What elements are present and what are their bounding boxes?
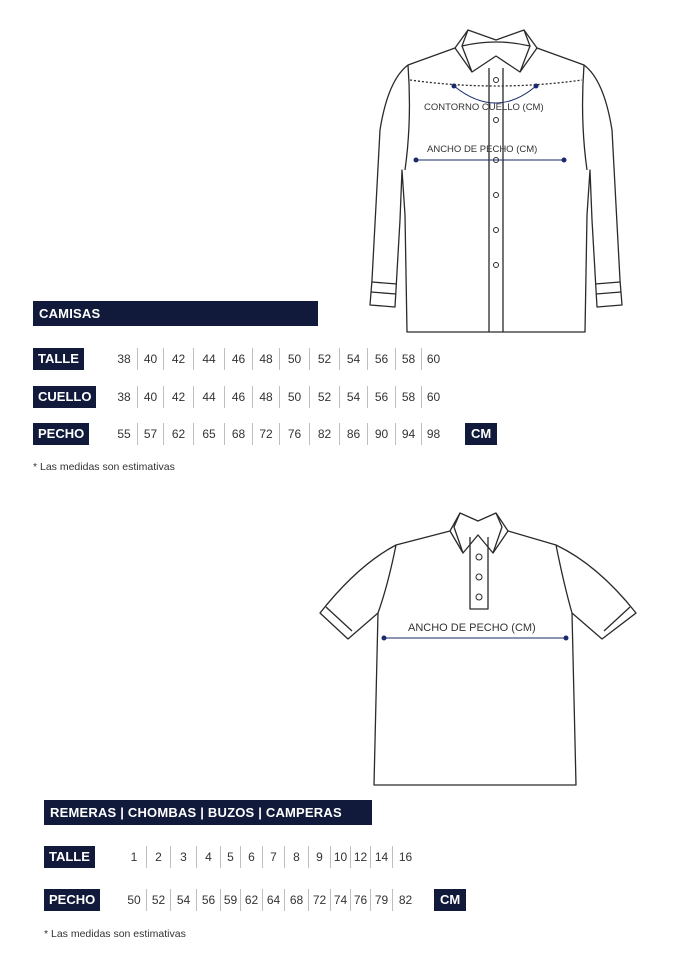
table-cell: 1 bbox=[130, 850, 138, 864]
tops-unit-badge: CM bbox=[434, 889, 466, 911]
table-cell: 90 bbox=[367, 423, 395, 445]
table-cell: 74 bbox=[330, 889, 350, 911]
table-cell: 60 bbox=[421, 386, 445, 408]
table-cell: 59 bbox=[220, 889, 240, 911]
tops-chest-row bbox=[122, 889, 418, 911]
table-cell: 60 bbox=[421, 348, 445, 370]
table-cell: 86 bbox=[339, 423, 367, 445]
table-cell: 68 bbox=[224, 423, 252, 445]
table-cell: 40 bbox=[137, 386, 163, 408]
table-cell: 58 bbox=[395, 386, 421, 408]
table-cell: 64 bbox=[262, 889, 284, 911]
shirts-footnote: * Las medidas son estimativas bbox=[33, 461, 175, 473]
shirt-illustration bbox=[350, 20, 640, 340]
table-cell: 72 bbox=[308, 889, 330, 911]
table-cell: 12 bbox=[350, 846, 370, 868]
polo-chest-measure-label: ANCHO DE PECHO (CM) bbox=[408, 622, 536, 634]
tops-footnote: * Las medidas son estimativas bbox=[44, 928, 186, 940]
neck-measure-label: CONTORNO CUELLO (CM) bbox=[424, 102, 544, 113]
table-cell: 55 bbox=[117, 427, 131, 441]
table-cell: 9 bbox=[308, 846, 330, 868]
shirts-neck-row bbox=[111, 386, 445, 408]
table-cell: 50 bbox=[127, 893, 141, 907]
table-cell: 42 bbox=[163, 348, 193, 370]
table-cell: 76 bbox=[279, 423, 309, 445]
shirts-size-label: TALLE bbox=[33, 348, 84, 370]
table-cell: 38 bbox=[117, 390, 131, 404]
table-cell: 5 bbox=[220, 846, 240, 868]
tops-chest-label: PECHO bbox=[44, 889, 100, 911]
table-cell: 82 bbox=[392, 889, 418, 911]
table-cell: 6 bbox=[240, 846, 262, 868]
table-cell: 50 bbox=[279, 386, 309, 408]
table-cell: 10 bbox=[330, 846, 350, 868]
table-cell: 44 bbox=[193, 386, 224, 408]
table-cell: 98 bbox=[421, 423, 445, 445]
table-cell: 42 bbox=[163, 386, 193, 408]
table-cell: 40 bbox=[137, 348, 163, 370]
table-cell: 76 bbox=[350, 889, 370, 911]
table-cell: 56 bbox=[196, 889, 220, 911]
table-cell: 58 bbox=[395, 348, 421, 370]
table-cell: 16 bbox=[392, 846, 418, 868]
table-cell: 2 bbox=[146, 846, 170, 868]
table-cell: 3 bbox=[170, 846, 196, 868]
table-cell: 14 bbox=[370, 846, 392, 868]
shirts-unit-badge: CM bbox=[465, 423, 497, 445]
table-cell: 57 bbox=[137, 423, 163, 445]
table-cell: 68 bbox=[284, 889, 308, 911]
table-cell: 52 bbox=[309, 386, 339, 408]
table-cell: 50 bbox=[279, 348, 309, 370]
tops-size-label: TALLE bbox=[44, 846, 95, 868]
table-cell: 7 bbox=[262, 846, 284, 868]
tops-section-title: REMERAS | CHOMBAS | BUZOS | CAMPERAS bbox=[44, 800, 372, 825]
table-cell: 79 bbox=[370, 889, 392, 911]
shirts-section-title: CAMISAS bbox=[33, 301, 318, 326]
shirts-chest-row bbox=[111, 423, 445, 445]
table-cell: 56 bbox=[367, 386, 395, 408]
table-cell: 62 bbox=[163, 423, 193, 445]
shirts-chest-label: PECHO bbox=[33, 423, 89, 445]
table-cell: 52 bbox=[309, 348, 339, 370]
table-cell: 62 bbox=[240, 889, 262, 911]
table-cell: 94 bbox=[395, 423, 421, 445]
polo-illustration bbox=[318, 505, 642, 790]
table-cell: 54 bbox=[339, 348, 367, 370]
table-cell: 52 bbox=[146, 889, 170, 911]
table-cell: 44 bbox=[193, 348, 224, 370]
table-cell: 8 bbox=[284, 846, 308, 868]
table-cell: 56 bbox=[367, 348, 395, 370]
table-cell: 48 bbox=[252, 386, 279, 408]
table-cell: 4 bbox=[196, 846, 220, 868]
table-cell: 72 bbox=[252, 423, 279, 445]
table-cell: 46 bbox=[224, 348, 252, 370]
table-cell: 65 bbox=[193, 423, 224, 445]
table-cell: 82 bbox=[309, 423, 339, 445]
tops-size-row bbox=[122, 846, 418, 868]
table-cell: 48 bbox=[252, 348, 279, 370]
shirts-size-row bbox=[111, 348, 445, 370]
chest-measure-label: ANCHO DE PECHO (CM) bbox=[427, 144, 538, 155]
table-cell: 46 bbox=[224, 386, 252, 408]
shirts-neck-label: CUELLO bbox=[33, 386, 96, 408]
table-cell: 54 bbox=[339, 386, 367, 408]
table-cell: 38 bbox=[117, 352, 131, 366]
table-cell: 54 bbox=[170, 889, 196, 911]
